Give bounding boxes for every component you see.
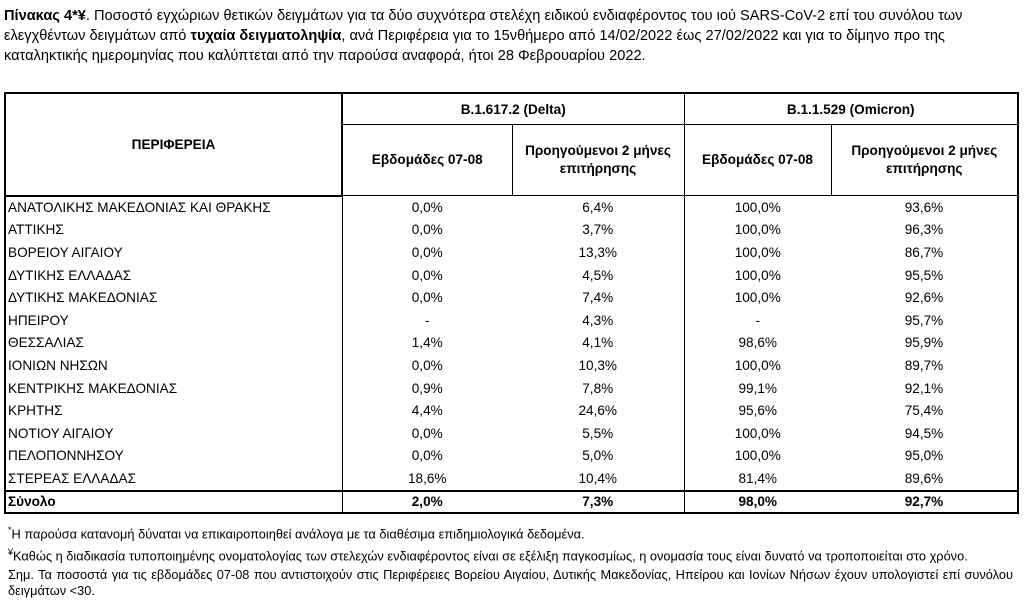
subheader-delta-weeks: Εβδομάδες 07-08 bbox=[342, 125, 512, 196]
footnote-1-text: Η παρούσα κατανομή δύναται να επικαιροποιηθεί ανάλογα με τα διαθέσιμα επιδημιολογικά δεδομένα. bbox=[11, 526, 585, 542]
table-caption bbox=[4, 6, 1019, 66]
footnote-1-mark: * bbox=[8, 525, 12, 535]
delta-weeks-value: 0,9% bbox=[411, 380, 443, 396]
delta-months-value: 5,5% bbox=[512, 422, 684, 445]
table-row bbox=[5, 332, 1018, 355]
region-name: ΑΝΑΤΟΛΙΚΗΣ ΜΑΚΕΔΟΝΙΑΣ ΚΑΙ ΘΡΑΚΗΣ bbox=[5, 196, 342, 220]
caption-text-2: , ανά Περιφέρεια για το 15νθήμερο από 14/02/2022 έως 27/02/2022 και για το δίμηνο προ της καταληκτικής ημερομηνίας που καλύπτεται από την παρούσα αναφορά, ήτοι 28 Φεβρουαρίου 2022. bbox=[4, 28, 945, 64]
delta-months-value: 10,3% bbox=[512, 355, 684, 378]
omicron-weeks-value: 100,0% bbox=[734, 290, 781, 306]
table-row bbox=[5, 287, 1018, 310]
table-row bbox=[5, 196, 1018, 220]
table-row bbox=[5, 377, 1018, 400]
total-delta-months: 7,3% bbox=[512, 491, 684, 513]
delta-months-value: 7,8% bbox=[512, 377, 684, 400]
subheader-delta-months: Προηγούμενοι 2 μήνες επιτήρησης bbox=[512, 125, 684, 196]
delta-months-value: 4,1% bbox=[512, 332, 684, 355]
omicron-weeks-value: 100,0% bbox=[734, 222, 781, 238]
omicron-weeks-value: 100,0% bbox=[734, 425, 781, 441]
region-name: ΙΟΝΙΩΝ ΝΗΣΩΝ bbox=[5, 355, 342, 378]
table-row bbox=[5, 355, 1018, 378]
delta-months-value: 3,7% bbox=[512, 219, 684, 242]
delta-months-value: 13,3% bbox=[512, 242, 684, 265]
omicron-months-value: 95,5% bbox=[831, 264, 1018, 287]
total-delta-weeks: 2,0% bbox=[342, 491, 512, 513]
variants-table bbox=[4, 92, 1019, 514]
omicron-weeks-value: 100,0% bbox=[734, 244, 781, 260]
delta-months-value: 4,3% bbox=[512, 309, 684, 332]
omicron-months-value: 89,6% bbox=[831, 468, 1018, 492]
omicron-weeks-value: 100,0% bbox=[734, 357, 781, 373]
table-row bbox=[5, 309, 1018, 332]
caption-text-1: . Ποσοστό εγχώριων θετικών δειγμάτων για τα δύο συχνότερα στελέχη ειδικού ενδιαφέροντος του ιού SARS-CoV-2 επί του συνόλου των ελεγχθέντων δειγμάτων από bbox=[4, 8, 963, 44]
region-name: ΒΟΡΕΙΟΥ ΑΙΓΑΙΟΥ bbox=[5, 242, 342, 265]
delta-weeks-value: 4,4% bbox=[411, 403, 443, 419]
total-row bbox=[5, 491, 1018, 513]
footnotes bbox=[8, 522, 1013, 601]
table-row bbox=[5, 219, 1018, 242]
subheader-omicron-months: Προηγούμενοι 2 μήνες επιτήρησης bbox=[831, 125, 1018, 196]
delta-weeks-value: 0,0% bbox=[411, 222, 443, 238]
region-name: ΘΕΣΣΑΛΙΑΣ bbox=[5, 332, 342, 355]
delta-weeks-value: 0,0% bbox=[411, 448, 443, 464]
delta-months-value: 6,4% bbox=[512, 196, 684, 220]
table-row bbox=[5, 400, 1018, 423]
delta-months-value: 24,6% bbox=[512, 400, 684, 423]
omicron-months-value: 96,3% bbox=[831, 219, 1018, 242]
region-name: ΠΕΛΟΠΟΝΝΗΣΟΥ bbox=[5, 445, 342, 468]
omicron-months-value: 86,7% bbox=[831, 242, 1018, 265]
omicron-weeks-value: 98,6% bbox=[738, 335, 778, 351]
footnote-3: Σημ. Τα ποσοστά για τις εβδομάδες 07-08 που αντιστοιχούν στις Περιφέρειες Βορείου Αιγαίου, Δυτικής Μακεδονίας, Ηπείρου και Ιονίων Νήσων έχουν υπολογιστεί επί συνόλου δειγμάτων <30. bbox=[8, 566, 1013, 598]
delta-weeks-value: 0,0% bbox=[411, 244, 443, 260]
delta-months-value: 5,0% bbox=[512, 445, 684, 468]
omicron-months-value: 95,7% bbox=[831, 309, 1018, 332]
omicron-weeks-value: 100,0% bbox=[734, 199, 781, 215]
omicron-months-value: 93,6% bbox=[831, 196, 1018, 220]
delta-weeks-value: 0,0% bbox=[411, 267, 443, 283]
delta-months-value: 10,4% bbox=[512, 468, 684, 492]
delta-months-value: 4,5% bbox=[512, 264, 684, 287]
delta-weeks-value: 18,6% bbox=[407, 470, 447, 486]
region-name: ΝΟΤΙΟΥ ΑΙΓΑΙΟΥ bbox=[5, 422, 342, 445]
omicron-months-value: 94,5% bbox=[831, 422, 1018, 445]
caption-label: Πίνακας 4*¥ bbox=[4, 8, 86, 24]
delta-weeks-value: 0,0% bbox=[411, 357, 443, 373]
omicron-weeks-value: 95,6% bbox=[738, 403, 778, 419]
delta-weeks-value: - bbox=[424, 312, 430, 328]
omicron-weeks-value: - bbox=[755, 312, 761, 328]
delta-months-value: 7,4% bbox=[512, 287, 684, 310]
omicron-weeks-value: 100,0% bbox=[734, 448, 781, 464]
footnote-2 bbox=[8, 544, 1013, 564]
region-header: ΠΕΡΙΦΕΡΕΙΑ bbox=[5, 93, 342, 196]
subheader-omicron-weeks: Εβδομάδες 07-08 bbox=[684, 125, 831, 196]
region-name: ΑΤΤΙΚΗΣ bbox=[5, 219, 342, 242]
table-row bbox=[5, 422, 1018, 445]
table-row bbox=[5, 242, 1018, 265]
omicron-months-value: 92,1% bbox=[831, 377, 1018, 400]
total-label: Σύνολο bbox=[5, 491, 342, 513]
region-name: ΣΤΕΡΕΑΣ ΕΛΛΑΔΑΣ bbox=[5, 468, 342, 492]
omicron-months-value: 95,0% bbox=[831, 445, 1018, 468]
group-header-delta: B.1.617.2 (Delta) bbox=[342, 93, 684, 125]
caption-emphasis: τυχαία δειγματοληψία bbox=[190, 28, 342, 44]
region-name: ΚΡΗΤΗΣ bbox=[5, 400, 342, 423]
region-name: ΚΕΝΤΡΙΚΗΣ ΜΑΚΕΔΟΝΙΑΣ bbox=[5, 377, 342, 400]
delta-weeks-value: 1,4% bbox=[411, 335, 443, 351]
region-name: ΔΥΤΙΚΗΣ ΕΛΛΑΔΑΣ bbox=[5, 264, 342, 287]
footnote-2-text: Καθώς η διαδικασία τυποποιημένης ονοματολογίας των στελεχών ενδιαφέροντος είναι σε εξέλιξη παγκοσμίως, η ονομασία τους είναι δυνατό να τροποποιείται στο χρόνο. bbox=[13, 548, 968, 564]
region-name: ΔΥΤΙΚΗΣ ΜΑΚΕΔΟΝΙΑΣ bbox=[5, 287, 342, 310]
omicron-months-value: 89,7% bbox=[831, 355, 1018, 378]
table-row bbox=[5, 445, 1018, 468]
omicron-months-value: 92,6% bbox=[831, 287, 1018, 310]
footnote-1 bbox=[8, 522, 1013, 542]
omicron-weeks-value: 99,1% bbox=[738, 380, 778, 396]
table-row bbox=[5, 468, 1018, 492]
table-row bbox=[5, 264, 1018, 287]
delta-weeks-value: 0,0% bbox=[411, 425, 443, 441]
total-omicron-months: 92,7% bbox=[831, 491, 1018, 513]
omicron-months-value: 75,4% bbox=[831, 400, 1018, 423]
omicron-weeks-value: 81,4% bbox=[738, 470, 778, 486]
group-header-omicron: B.1.1.529 (Omicron) bbox=[684, 93, 1018, 125]
delta-weeks-value: 0,0% bbox=[411, 199, 443, 215]
footnote-2-mark: ¥ bbox=[8, 547, 14, 558]
omicron-months-value: 95,9% bbox=[831, 332, 1018, 355]
total-omicron-weeks: 98,0% bbox=[684, 491, 831, 513]
delta-weeks-value: 0,0% bbox=[411, 290, 443, 306]
omicron-weeks-value: 100,0% bbox=[734, 267, 781, 283]
region-name: ΗΠΕΙΡΟΥ bbox=[5, 309, 342, 332]
